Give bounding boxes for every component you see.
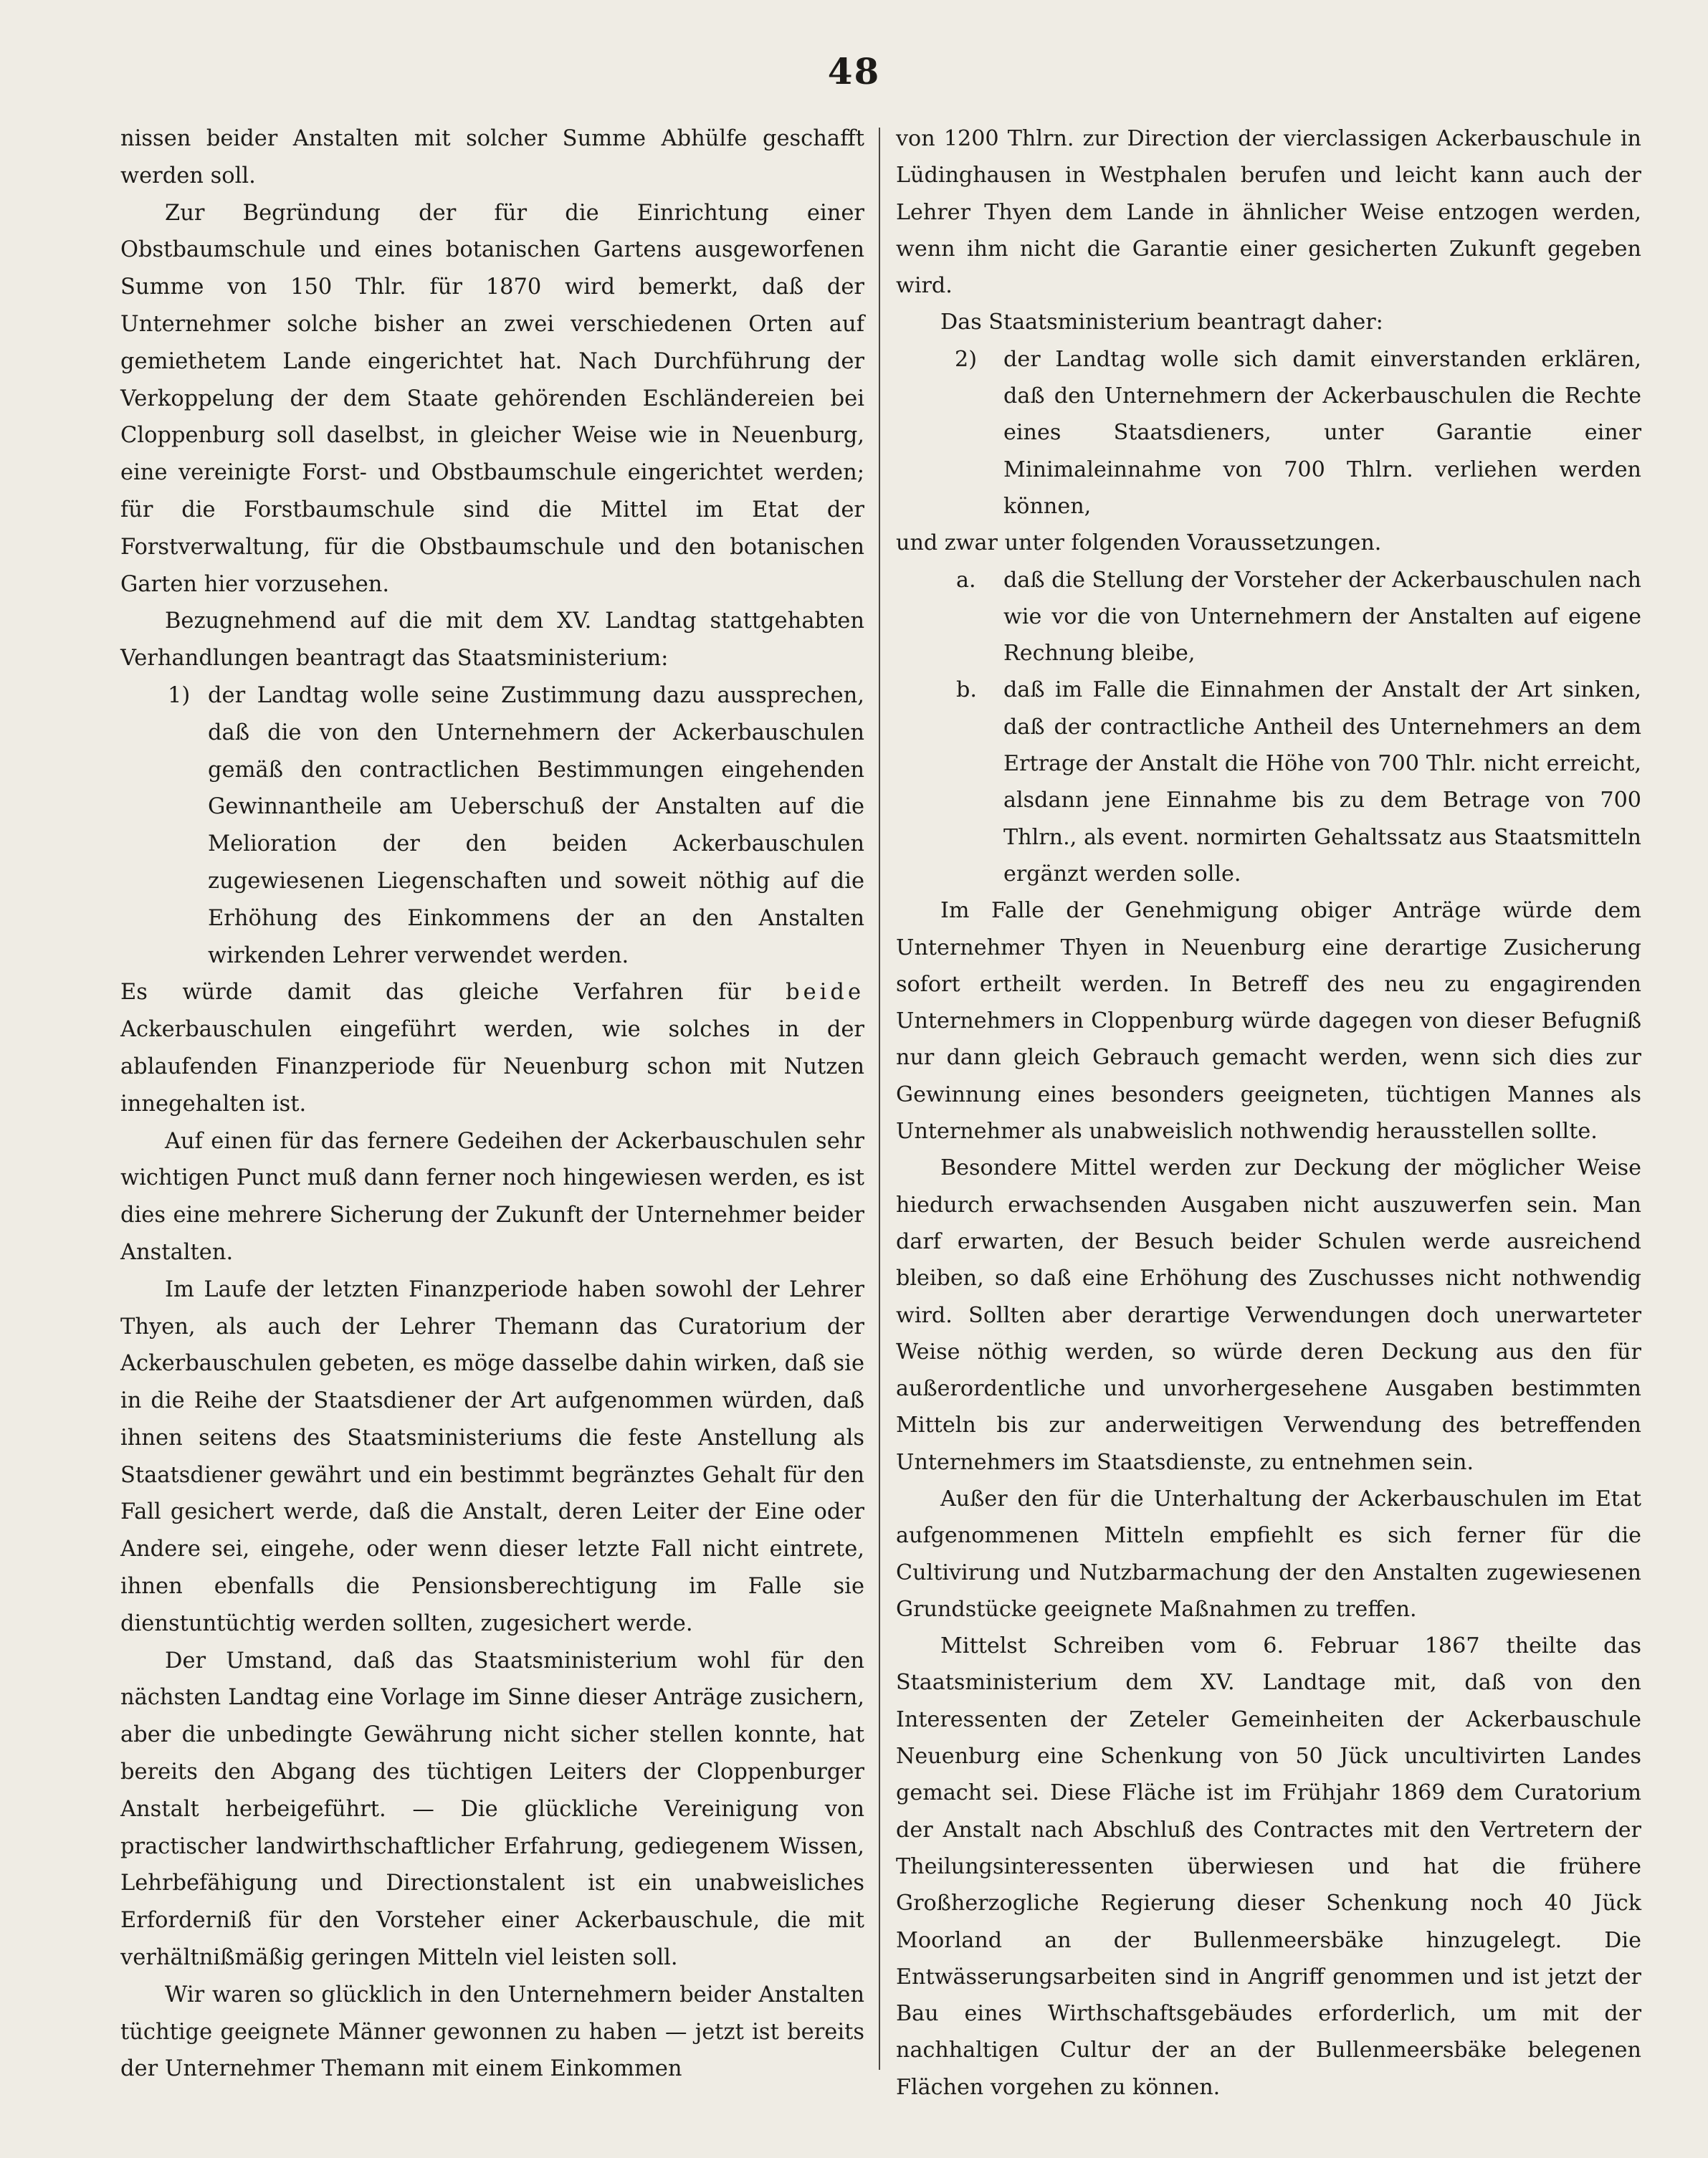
item-text: daß die Stellung der Vorsteher der Ackerbauschulen nach wie vor die von Unternehmern der Anstalten auf eigene Rechnung bleibe, — [1003, 567, 1641, 667]
paragraph: Im Falle der Genehmigung obiger Anträge würde dem Unternehmer Thyen in Neuenburg eine derartige Zusicherung sofort ertheilt werden. In Betreff des neu zu engagirenden Unternehmers in Cloppenburg würde dagegen von dieser Befugniß nur dann gleich Gebrauch gemacht werden, wenn sich dies zur Gewinnung eines besonders geeigneten, tüchtigen Mannes als Unternehmer als unabweislich nothwendig herausstellen sollte. — [896, 898, 1641, 1145]
emphasis-spaced: beide — [786, 980, 864, 1006]
item-marker: a. — [956, 567, 976, 593]
paragraph: Mittelst Schreiben vom 6. Februar 1867 theilte das Staatsministerium dem XV. Landtage mit, daß von den Interessenten der Zeteler Gemeinheiten der Ackerbauschule Neuenburg eine Schenkung von 50 Jück uncultivirten Landes gemacht sei. Diese Fläche ist im Frühjahr 1869 dem Curatorium der Anstalt nach Abschluß des Contractes mit den Vertretern der Theilungsinteressenten überwiesen und hat die frühere Großherzogliche Regierung dieser Schenkung noch 40 Jück Moorland an der Bullenmeersbäke hinzugelegt. Die Entwässerungsarbeiten sind in Angriff genommen und ist jetzt der Bau eines Wirthschaftsgebäudes erforderlich, um mit der nachhaltigen Cultur der an der Bullenmeersbäke belegenen Flächen vorgehen zu können. — [896, 1633, 1641, 2100]
paragraph: von 1200 Thlrn. zur Direction der vierclassigen Ackerbauschule in Lüdinghausen in Westphalen berufen und leicht kann auch der Lehrer Thyen dem Lande in ähnlicher Weise entzogen werden, wenn ihm nicht die Garantie einer gesicherten Zukunft gegeben wird. — [896, 126, 1641, 299]
paragraph: Der Umstand, daß das Staatsministerium wohl für den nächsten Landtag eine Vorlage im Sinne dieser Anträge zusichern, aber die unbedingte Gewährung nicht sicher stellen konnte, hat bereits den Abgang des tüchtigen Leiters der Cloppenburger Anstalt herbeigeführt. — Die glückliche Vereinigung von practischer landwirthschaftlicher Erfahrung, gediegenem Wissen, Lehrbefähigung und Directionstalent ist ein unabweisliches Erforderniß für den Vorsteher einer Ackerbauschule, die mit verhältnißmäßig geringen Mitteln viel leisten soll. — [120, 1648, 864, 1971]
text-run: Ackerbauschulen eingeführt werden, wie solches in der ablaufenden Finanzperiode für Neuenburg schon mit Nutzen innegehalten ist. — [120, 1017, 864, 1117]
left-column — [120, 120, 864, 2088]
item-text: der Landtag wolle sich damit einverstanden erklären, daß den Unternehmern der Ackerbauschulen die Rechte eines Staatsdieners, unter Garantie einer Minimaleinnahme von 700 Thlrn. verliehen werden können, — [1003, 346, 1641, 519]
paragraph: Außer den für die Unterhaltung der Ackerbauschulen im Etat aufgenommenen Mitteln empfiehlt es sich ferner für die Cultivirung und Nutzbarmachung der den Anstalten zugewiesenen Grundstücke geeignete Maßnahmen zu treffen. — [896, 1486, 1641, 1622]
paragraph: Zur Begründung der für die Einrichtung einer Obstbaumschule und eines botanischen Gartens ausgeworfenen Summe von 150 Thlr. für 1870 wird bemerkt, daß der Unternehmer solche bisher an zwei verschiedenen Orten auf gemiethetem Lande eingerichtet hat. Nach Durchführung der Verkoppelung der dem Staate gehörenden Eschländereien bei Cloppenburg soll daselbst, in gleicher Weise wie in Neuenburg, eine vereinigte Forst- und Obstbaumschule eingerichtet werden; für die Forstbaumschule sind die Mittel im Etat der Forstverwaltung, für die Obstbaumschule und den botanischen Garten hier vorzusehen. — [120, 200, 864, 597]
paragraph: Im Laufe der letzten Finanzperiode haben sowohl der Lehrer Thyen, als auch der Lehrer Themann das Curatorium der Ackerbauschulen gebeten, es möge dasselbe dahin wirken, daß sie in die Reihe der Staatsdiener der Art aufgenommen würden, daß ihnen seitens des Staatsministeriums die feste Anstellung als Staatsdiener gewährt und ein bestimmt begränztes Gehalt für den Fall gesichert werde, daß die Anstalt, deren Leiter der Eine oder Andere sei, eingehe, oder wenn dieser letzte Fall nicht eintrete, ihnen ebenfalls die Pensionsberechtigung im Falle sie dienstuntüchtig werden sollten, zugesichert werde. — [120, 1276, 864, 1636]
paragraph: Das Staatsministerium beantragt daher: — [940, 310, 1383, 335]
text-run: Es würde damit das gleiche Verfahren für — [120, 980, 786, 1006]
column-divider — [879, 128, 880, 2070]
item-text: der Landtag wolle seine Zustimmung dazu aussprechen, daß die von den Unternehmern der Ackerbauschulen gemäß den contractlichen Bestimmungen eingehenden Gewinnantheile am Ueberschuß der Anstalten auf die Melioration der den beiden Ackerbauschulen zugewiesenen Liegenschaften und soweit nöthig auf die Erhöhung des Einkommens der an den Anstalten wirkenden Lehrer verwendet werden. — [208, 682, 864, 968]
paragraph: Auf einen für das fernere Gedeihen der Ackerbauschulen sehr wichtigen Punct muß dann ferner noch hingewiesen werden, es ist dies eine mehrere Sicherung der Zukunft der Unternehmer beider Anstalten. — [120, 1128, 864, 1265]
paragraph: und zwar unter folgenden Voraussetzungen. — [896, 530, 1382, 556]
item-marker: b. — [956, 677, 977, 703]
enumerated-item-1 — [120, 677, 864, 974]
right-column — [896, 120, 1641, 2106]
paragraph — [120, 974, 864, 1122]
paragraph: Bezugnehmend auf die mit dem XV. Landtag stattgehabten Verhandlungen beantragt das Staatsministerium: — [120, 608, 864, 672]
enumerated-item-a — [896, 562, 1641, 672]
enumerated-item-b — [896, 672, 1641, 892]
item-marker: 2) — [955, 346, 977, 372]
page-number: 48 — [827, 50, 881, 92]
paragraph: Besondere Mittel werden zur Deckung der möglicher Weise hiedurch erwachsenden Ausgaben nicht auszuwerfen sein. Man darf erwarten, der Besuch beider Schulen werde ausreichend bleiben, so daß eine Erhöhung des Zuschusses nicht nothwendig wird. Sollten aber derartige Verwendungen doch unerwarteter Weise nöthig werden, so würde deren Deckung aus den für außerordentliche und unvorhergesehene Ausgaben bestimmten Mitteln bis zur anderweitigen Verwendung des betreffenden Unternehmers im Staatsdienste, zu entnehmen sein. — [896, 1155, 1641, 1475]
paragraph: Wir waren so glücklich in den Unternehmern beider Anstalten tüchtige geeignete Männer gewonnen zu haben — jetzt ist bereits der Unternehmer Themann mit einem Einkommen — [120, 1982, 864, 2082]
item-marker: 1) — [168, 682, 191, 708]
paragraph: nissen beider Anstalten mit solcher Summe Abhülfe geschafft werden soll. — [120, 126, 864, 188]
enumerated-item-2 — [896, 341, 1641, 525]
item-text: daß im Falle die Einnahmen der Anstalt der Art sinken, daß der contractliche Antheil des Unternehmers an dem Ertrage der Anstalt die Höhe von 700 Thlr. nicht erreicht, alsdann jene Einnahme bis zu dem Betrage von 700 Thlrn., als event. normirten Gehaltssatz aus Staatsmitteln ergänzt werden solle. — [1003, 677, 1641, 887]
